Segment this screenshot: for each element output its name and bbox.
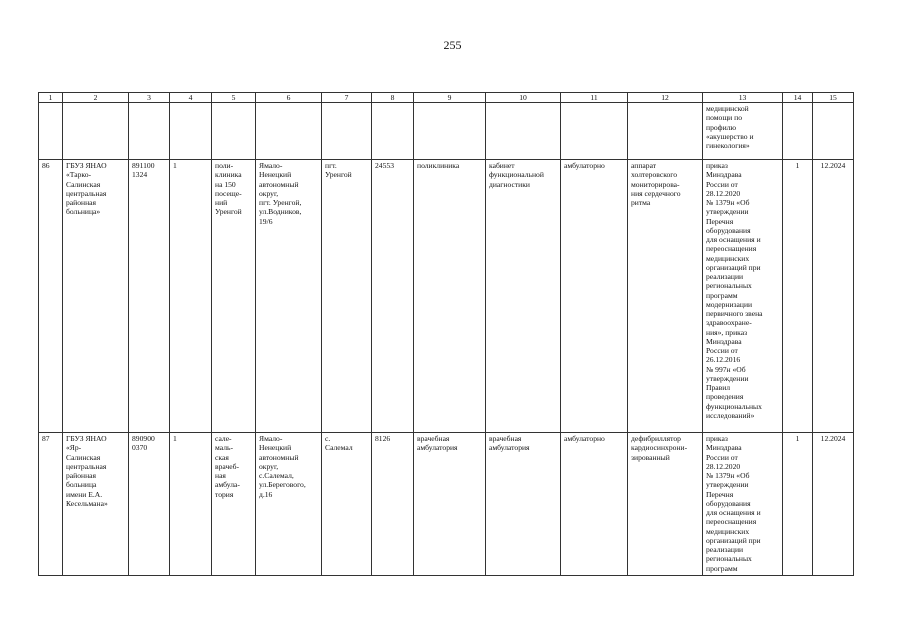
- code-cell: 890900 0370: [129, 433, 170, 576]
- settlement-cell: с. Салемал: [322, 433, 372, 576]
- legal-basis-cell: медицинской помощи по профилю «акушерство и гинекология»: [703, 103, 783, 160]
- equipment-registry-table: [38, 92, 854, 576]
- column-header: 11: [561, 93, 628, 103]
- settlement-cell: пгт. Уренгой: [322, 160, 372, 433]
- quantity-cell: 1: [783, 160, 813, 433]
- count-cell: 1: [170, 160, 212, 433]
- facility-cell: поли- клиника на 150 посеще- ний Уренгой: [212, 160, 256, 433]
- row-number-cell: 87: [39, 433, 63, 576]
- address-cell: Ямало- Ненецкий автономный округ, пгт. Уренгой, ул.Водников, 19/6: [256, 160, 322, 433]
- column-header: 13: [703, 93, 783, 103]
- deadline-cell: 12.2024: [813, 160, 854, 433]
- column-header: 8: [372, 93, 414, 103]
- code-cell: 891100 1324: [129, 160, 170, 433]
- column-header: 14: [783, 93, 813, 103]
- equipment-cell: аппарат холтеровского мониторирова- ния сердечного ритма: [628, 160, 703, 433]
- column-header: 12: [628, 93, 703, 103]
- unit-type-cell: врачебная амбулатория: [414, 433, 486, 576]
- row-number-cell: 86: [39, 160, 63, 433]
- column-header: 5: [212, 93, 256, 103]
- department-cell: кабинет функциональной диагностики: [486, 160, 561, 433]
- count-cell: 1: [170, 433, 212, 576]
- population-cell: 8126: [372, 433, 414, 576]
- column-header: 7: [322, 93, 372, 103]
- column-header: 2: [63, 93, 129, 103]
- care-mode-cell: амбулаторно: [561, 433, 628, 576]
- unit-type-cell: поликлиника: [414, 160, 486, 433]
- quantity-cell: 1: [783, 433, 813, 576]
- column-header: 6: [256, 93, 322, 103]
- table-row: [39, 433, 854, 576]
- column-header: 9: [414, 93, 486, 103]
- continuation-row: [39, 103, 854, 160]
- care-mode-cell: амбулаторно: [561, 160, 628, 433]
- column-header: 15: [813, 93, 854, 103]
- deadline-cell: 12.2024: [813, 433, 854, 576]
- table-row: [39, 160, 854, 433]
- column-header: 3: [129, 93, 170, 103]
- column-header: 1: [39, 93, 63, 103]
- legal-basis-cell: приказ Минздрава России от 28.12.2020 № 1379н «Об утверждении Перечня оборудования для оснащения и переоснащения медицинских организаций при реализации региональных программ модернизации первичного звена здравоохране- ния», приказ Минздрава России от 26.12.2016 № 997н «Об утверждении Правил проведения функциональных исследований»: [703, 160, 783, 433]
- organization-cell: ГБУЗ ЯНАО «Тарко- Салинская центральная районная больница»: [63, 160, 129, 433]
- column-header: 4: [170, 93, 212, 103]
- page-number: 255: [443, 38, 462, 52]
- column-header: 10: [486, 93, 561, 103]
- population-cell: 24553: [372, 160, 414, 433]
- header-row: [39, 93, 854, 103]
- organization-cell: ГБУЗ ЯНАО «Яр- Салинская центральная районная больница имени Е.А. Кесельмана»: [63, 433, 129, 576]
- equipment-cell: дефибриллятор кардиосинхрони- зированный: [628, 433, 703, 576]
- address-cell: Ямало- Ненецкий автономный округ, с.Салемал, ул.Берегового, д.16: [256, 433, 322, 576]
- facility-cell: сале- маль- ская врачеб- ная амбула- тория: [212, 433, 256, 576]
- legal-basis-cell: приказ Минздрава России от 28.12.2020 № 1379н «Об утверждении Перечня оборудования для оснащения и переоснащения медицинских организаций при реализации региональных программ: [703, 433, 783, 576]
- department-cell: врачебная амбулатория: [486, 433, 561, 576]
